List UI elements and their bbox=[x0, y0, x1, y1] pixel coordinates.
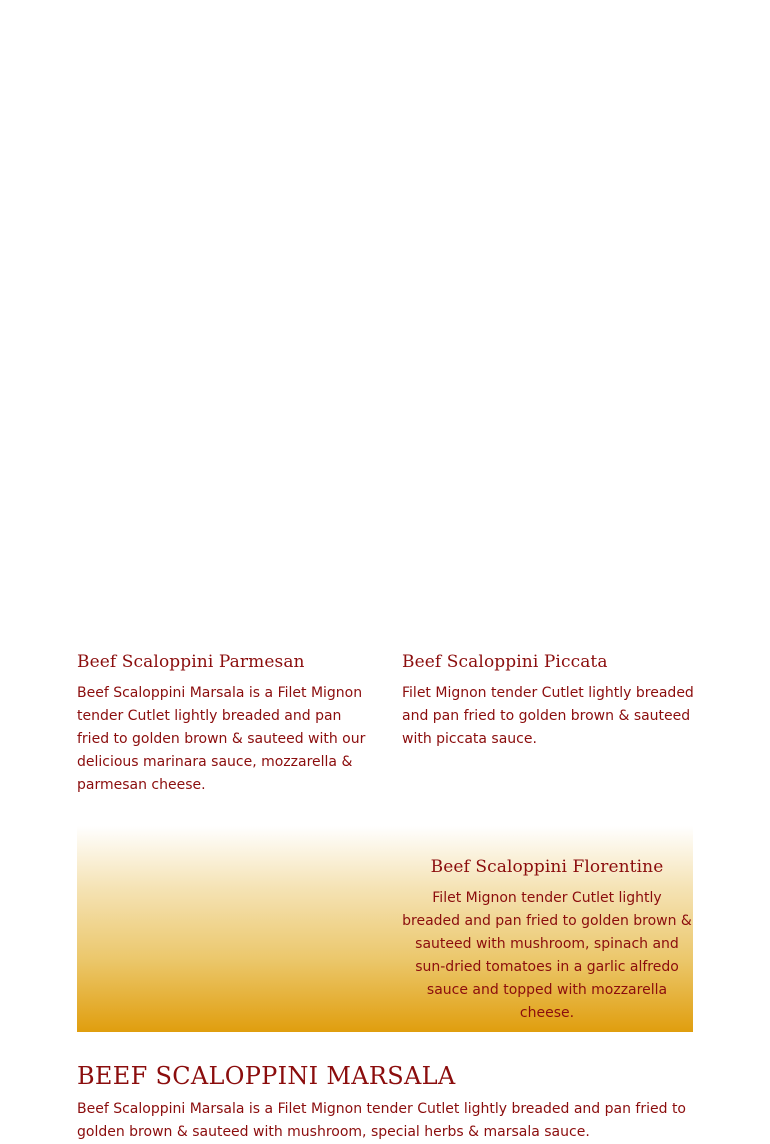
dish-title-parmesan: Beef Scaloppini Parmesan bbox=[77, 652, 305, 672]
dish-description-piccata: Filet Mignon tender Cutlet lightly breaded and pan fried to golden brown & sauteed with piccata sauce. bbox=[402, 685, 694, 747]
dish-description-florentine: Filet Mignon tender Cutlet lightly breaded and pan fried to golden brown & sauteed with mushroom, spinach and sun-dried tomatoes in a garlic alfredo sauce and topped with mozzarella cheese. bbox=[402, 890, 692, 1021]
marsala-heading: BEEF SCALOPPINI MARSALA bbox=[77, 1062, 456, 1090]
dish-title-piccata: Beef Scaloppini Piccata bbox=[402, 652, 608, 672]
marsala-description: Beef Scaloppini Marsala is a Filet Mignon tender Cutlet lightly breaded and pan fried to golden brown & sauteed with mushroom, special herbs & marsala sauce. bbox=[77, 1101, 686, 1140]
dish-title-florentine: Beef Scaloppini Florentine bbox=[430, 857, 664, 877]
dish-description-parmesan: Beef Scaloppini Marsala is a Filet Mignon tender Cutlet lightly breaded and pan fried to golden brown & sauteed with our delicious marinara sauce, mozzarella & parmesan cheese. bbox=[77, 685, 366, 793]
